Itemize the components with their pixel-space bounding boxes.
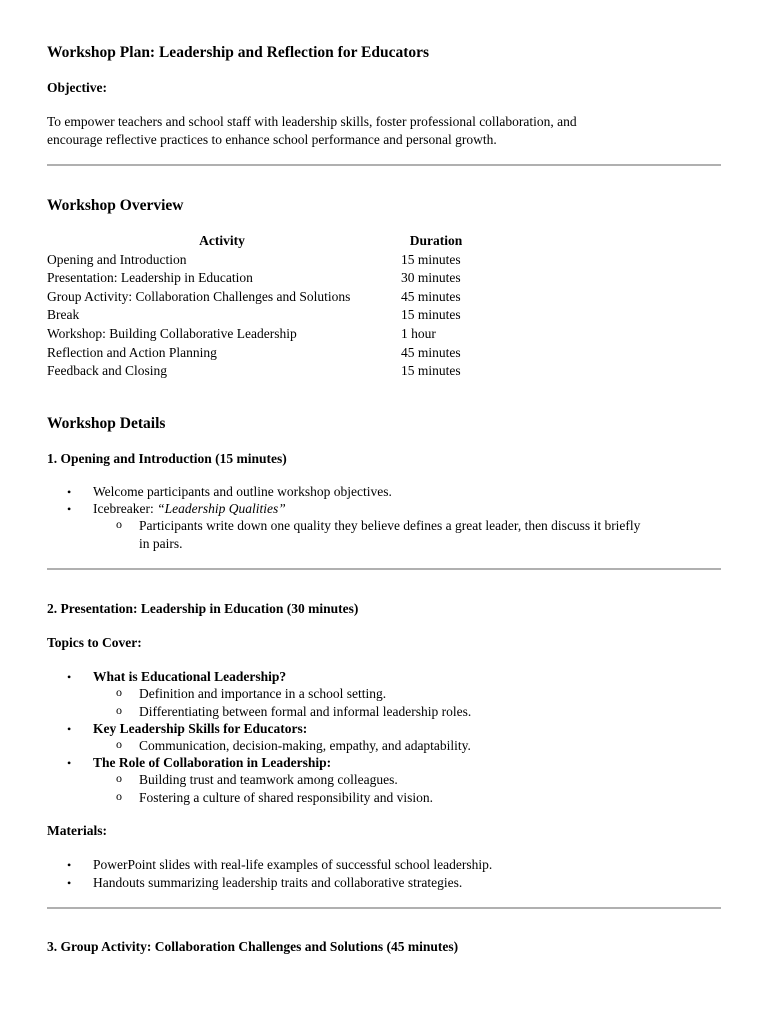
divider [47, 164, 721, 166]
bullet-glyph: • [67, 502, 72, 516]
table-header-activity: Activity [199, 233, 245, 248]
topic-item: The Role of Collaboration in Leadership: [93, 755, 332, 770]
table-cell-activity: Group Activity: Collaboration Challenges and Solutions [47, 289, 351, 304]
sub-bullet-glyph: o [116, 685, 122, 699]
sub-list-item-line-1: Participants write down one quality they believe defines a great leader, then discuss it briefly [139, 518, 641, 533]
section-2-heading: 2. Presentation: Leadership in Education (30 minutes) [47, 601, 359, 616]
sub-bullet-glyph: o [116, 789, 122, 803]
list-item: Handouts summarizing leadership traits and collaborative strategies. [93, 875, 463, 890]
bullet-glyph: • [67, 876, 72, 890]
divider [47, 907, 721, 909]
list-item: Welcome participants and outline workshop objectives. [93, 484, 392, 499]
sub-bullet-glyph: o [116, 703, 122, 717]
topic-item: What is Educational Leadership? [93, 669, 287, 684]
table-cell-duration: 15 minutes [401, 363, 461, 378]
objective-text-line-1: To empower teachers and school staff with leadership skills, foster professional collaboration, and [47, 114, 577, 129]
table-cell-duration: 45 minutes [401, 289, 461, 304]
bullet-glyph: • [67, 722, 72, 736]
materials-label: Materials: [47, 823, 107, 838]
section-3-heading: 3. Group Activity: Collaboration Challenges and Solutions (45 minutes) [47, 939, 459, 954]
objective-label: Objective: [47, 80, 107, 95]
table-cell-duration: 30 minutes [401, 270, 461, 285]
list-item: PowerPoint slides with real-life examples of successful school leadership. [93, 857, 493, 872]
sub-list-item: Differentiating between formal and informal leadership roles. [139, 704, 472, 719]
sub-list-item: Definition and importance in a school setting. [139, 686, 387, 701]
section-1-heading: 1. Opening and Introduction (15 minutes) [47, 451, 287, 466]
table-cell-activity: Break [47, 307, 80, 322]
bullet-glyph: • [67, 485, 72, 499]
icebreaker-title: “Leadership Qualities” [157, 501, 286, 516]
sub-list-item: Building trust and teamwork among colleagues. [139, 772, 398, 787]
list-item [93, 500, 286, 518]
bullet-glyph: • [67, 670, 72, 684]
icebreaker-prefix: Icebreaker: [93, 501, 158, 516]
table-cell-duration: 15 minutes [401, 307, 461, 322]
topic-item: Key Leadership Skills for Educators: [93, 721, 308, 736]
sub-bullet-glyph: o [116, 737, 122, 751]
table-cell-activity: Feedback and Closing [47, 363, 167, 378]
sub-list-item-line-2: in pairs. [139, 536, 183, 551]
table-cell-duration: 45 minutes [401, 345, 461, 360]
table-cell-duration: 1 hour [401, 326, 436, 341]
sub-list-item: Communication, decision-making, empathy, and adaptability. [139, 738, 471, 753]
table-cell-activity: Presentation: Leadership in Education [47, 270, 253, 285]
sub-list-item: Fostering a culture of shared responsibility and vision. [139, 790, 433, 805]
divider [47, 568, 721, 570]
overview-heading: Workshop Overview [47, 197, 184, 214]
table-cell-activity: Workshop: Building Collaborative Leadership [47, 326, 297, 341]
objective-text-line-2: encourage reflective practices to enhance school performance and personal growth. [47, 132, 497, 147]
sub-bullet-glyph: o [116, 771, 122, 785]
table-header-duration: Duration [409, 233, 463, 248]
topics-label: Topics to Cover: [47, 635, 142, 650]
table-cell-duration: 15 minutes [401, 252, 461, 267]
table-cell-activity: Reflection and Action Planning [47, 345, 217, 360]
bullet-glyph: • [67, 858, 72, 872]
table-cell-activity: Opening and Introduction [47, 252, 187, 267]
sub-bullet-glyph: o [116, 517, 122, 531]
details-heading: Workshop Details [47, 415, 166, 432]
page-title: Workshop Plan: Leadership and Reflection for Educators [47, 44, 430, 61]
bullet-glyph: • [67, 756, 72, 770]
